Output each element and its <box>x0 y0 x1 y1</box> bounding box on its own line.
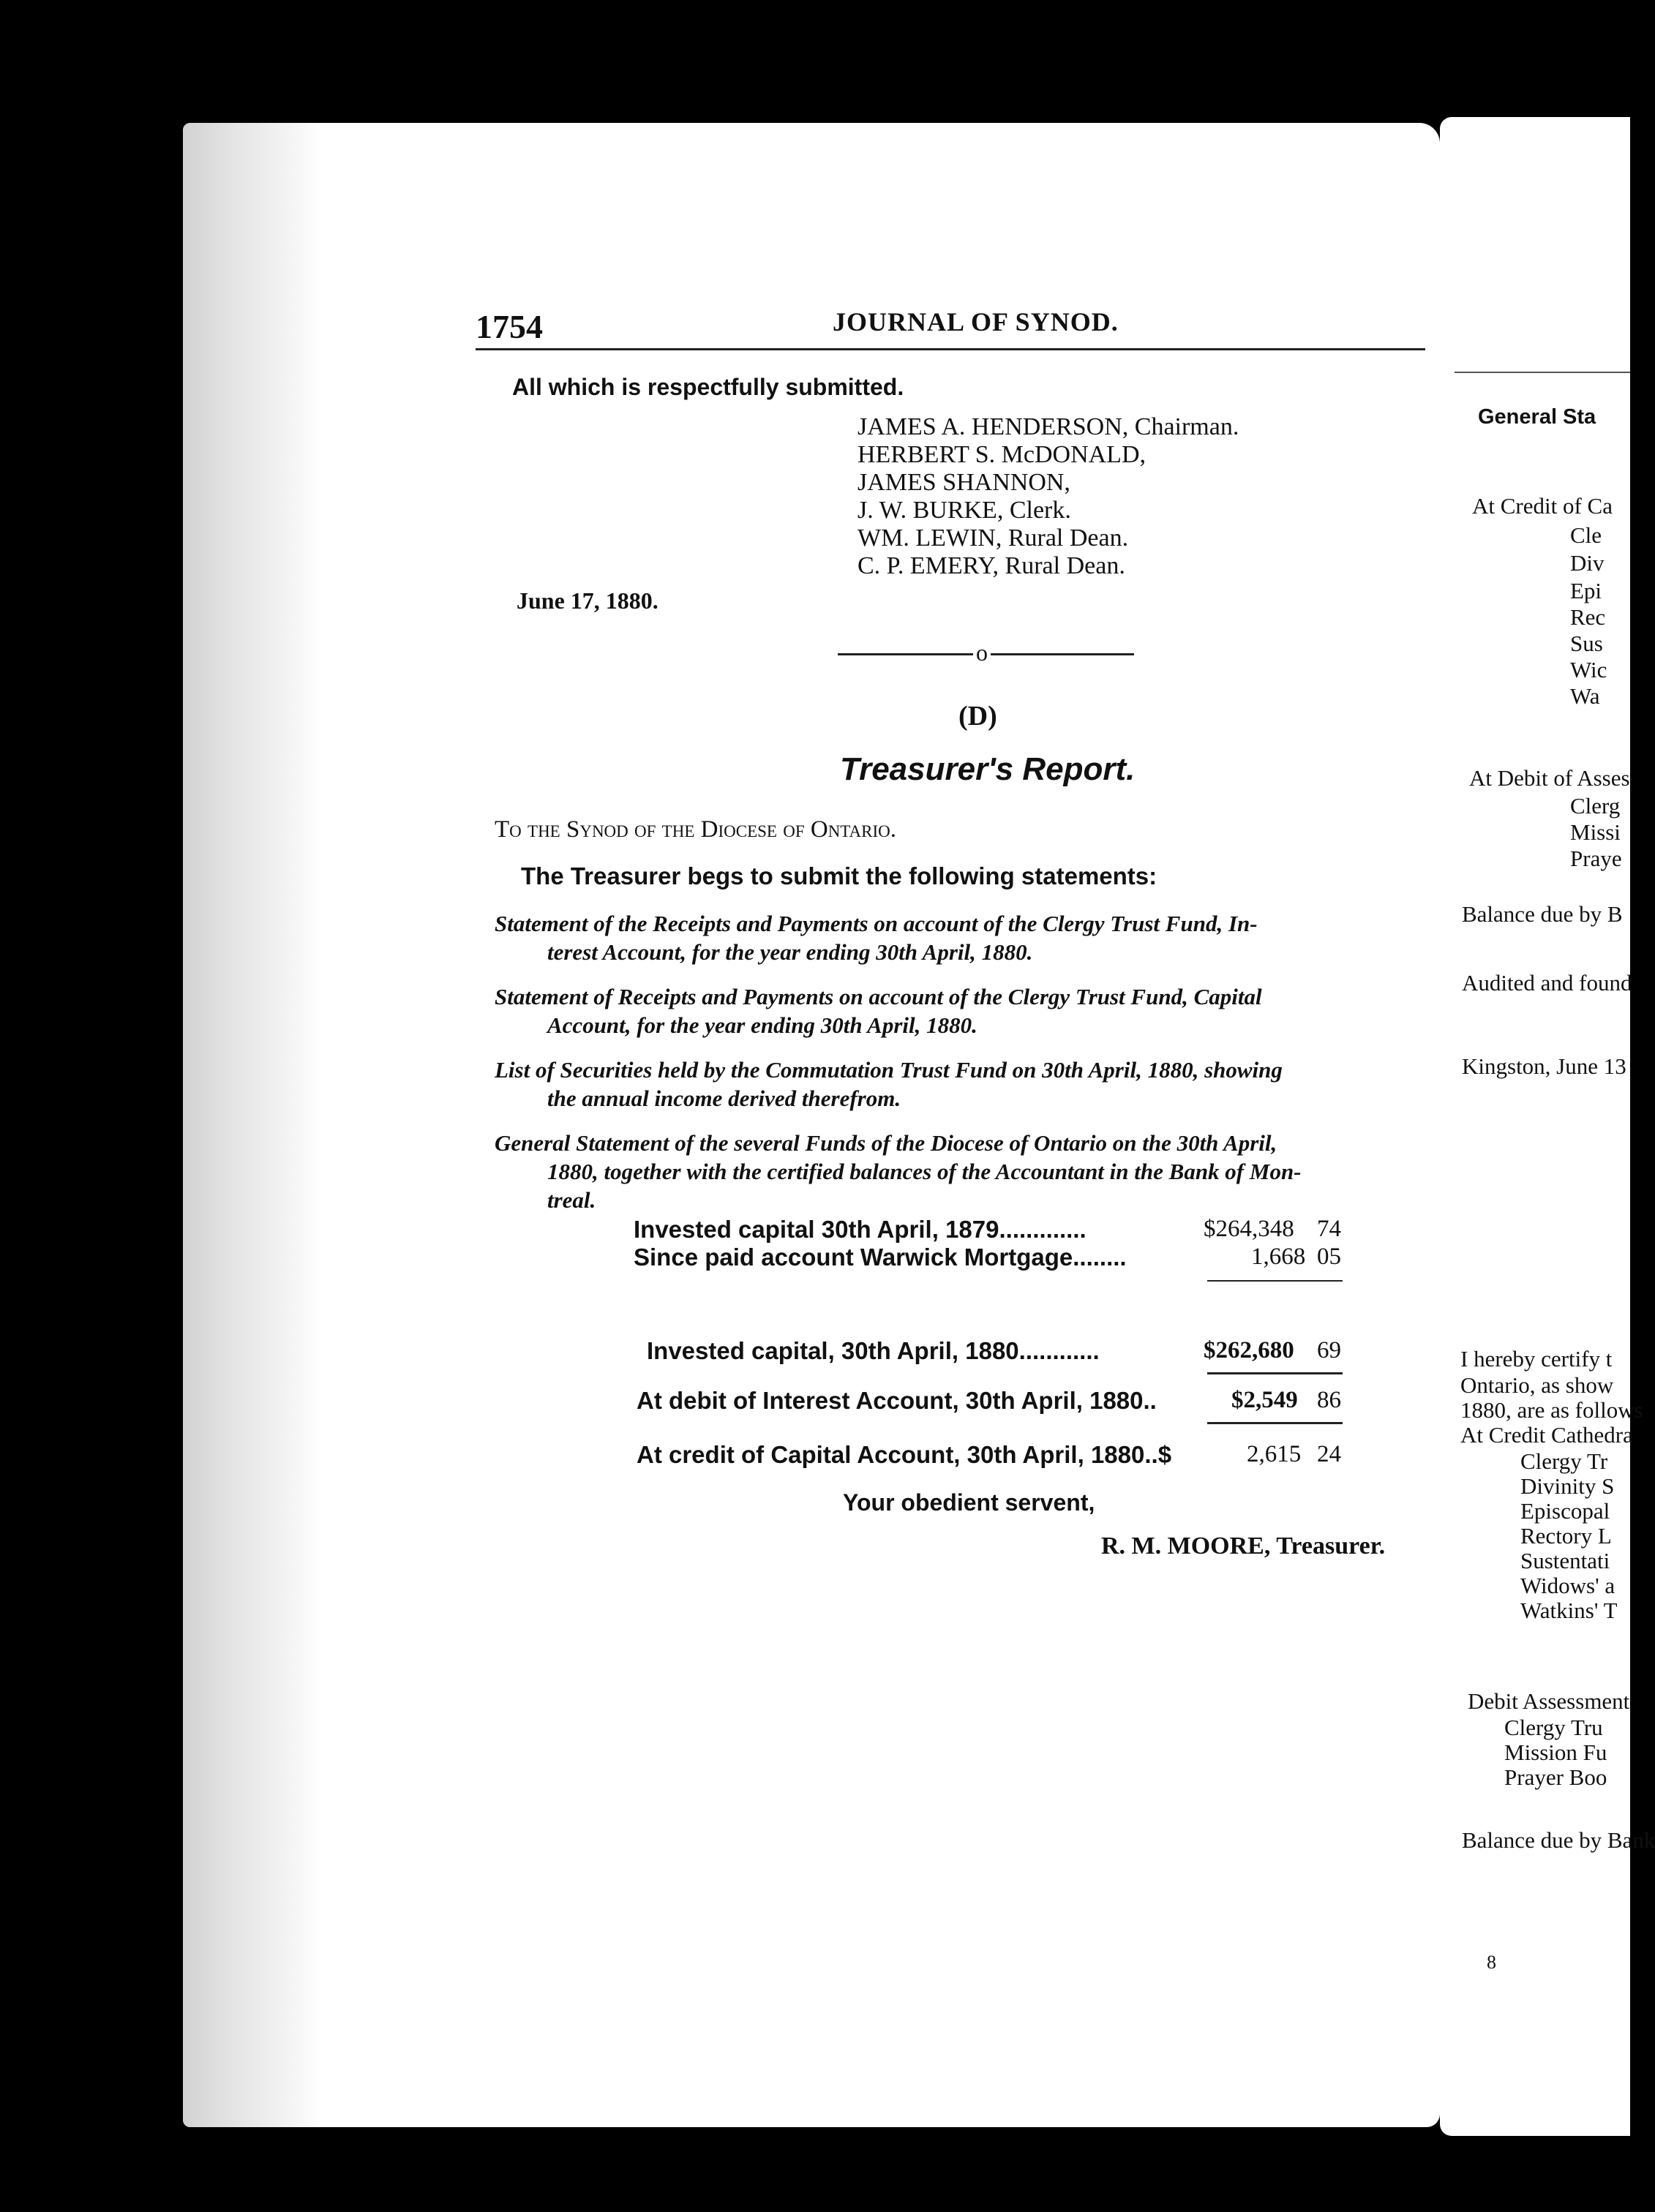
section-title: Treasurer's Report. <box>840 751 1136 787</box>
ledger-cents: 05 <box>1317 1244 1341 1270</box>
right-line: Epi <box>1570 578 1602 603</box>
right-line: Prayer Boo <box>1504 1764 1607 1790</box>
statement-line: List of Securities held by the Commutation Trust Fund on 30th April, 1880, showing <box>495 1057 1283 1083</box>
statement-item <box>495 1132 1431 1211</box>
page-edge-shading <box>183 123 322 2127</box>
statement-line: Statement of Receipts and Payments on account of the Clergy Trust Fund, Capital <box>495 984 1262 1009</box>
total-rule <box>1207 1372 1343 1374</box>
divider-mark: o <box>973 641 991 664</box>
ledger-dollars: $262,680 <box>1204 1337 1294 1363</box>
statement-item <box>495 985 1431 1037</box>
signatory: JAMES SHANNON, <box>857 469 1070 496</box>
statement-line: the annual income derived therefrom. <box>547 1086 901 1111</box>
right-line: Rec <box>1570 604 1606 630</box>
intro-line: The Treasurer begs to submit the following statements: <box>521 862 1157 889</box>
right-line: Ontario, as show <box>1460 1372 1614 1398</box>
right-line: Debit Assessment <box>1468 1688 1630 1714</box>
right-line: Balance due by Bank <box>1462 1827 1655 1853</box>
ledger-label: Invested capital, 30th April, 1880............ <box>647 1337 1100 1364</box>
right-line: Div <box>1570 550 1605 576</box>
right-line: At Debit of Asses <box>1469 765 1630 791</box>
signatory: WM. LEWIN, Rural Dean. <box>857 524 1129 552</box>
statement-line: terest Account, for the year ending 30th April, 1880. <box>547 939 1033 965</box>
right-line: Clerg <box>1570 793 1621 819</box>
report-date: June 17, 1880. <box>517 587 658 614</box>
statement-line: Account, for the year ending 30th April, 1880. <box>547 1012 977 1038</box>
ledger-cents: 86 <box>1317 1387 1341 1413</box>
addressee: To the Synod of the Diocese of Ontario. <box>495 816 896 843</box>
signatory: JAMES A. HENDERSON, Chairman. <box>857 413 1239 440</box>
right-page-number: 8 <box>1487 1952 1496 1973</box>
right-line: Clergy Tru <box>1504 1715 1603 1740</box>
treasurer-signature: R. M. MOORE, Treasurer. <box>1101 1532 1386 1560</box>
page-number: 1754 <box>476 308 543 345</box>
statement-line: treal. <box>547 1187 596 1213</box>
signatory-list <box>857 415 1239 579</box>
right-line: Praye <box>1570 846 1622 871</box>
right-line: Audited and found <box>1462 970 1632 996</box>
ledger-label: At credit of Capital Account, 30th April, 1880..$ <box>637 1441 1172 1468</box>
ledger-cents: 24 <box>1317 1441 1341 1467</box>
ledger-dollars: $264,348 <box>1204 1216 1294 1242</box>
right-line: Clergy Tr <box>1520 1448 1608 1474</box>
right-line: Kingston, June 13 <box>1462 1053 1626 1079</box>
total-rule <box>1207 1422 1343 1424</box>
right-line: Watkins' T <box>1520 1598 1618 1623</box>
right-line: Wic <box>1570 657 1607 682</box>
running-title: JOURNAL OF SYNOD. <box>833 307 1119 336</box>
right-line: Widows' a <box>1520 1573 1615 1598</box>
right-page-content <box>1440 117 1655 2136</box>
right-line: Sus <box>1570 631 1603 656</box>
ledger-label: Invested capital 30th April, 1879............. <box>634 1216 1087 1243</box>
right-line: At Credit of Ca <box>1472 493 1613 519</box>
ledger-cents: 69 <box>1317 1337 1341 1363</box>
ledger-dollars: $2,549 <box>1231 1387 1298 1413</box>
sum-rule <box>1207 1280 1343 1282</box>
statement-line: Statement of the Receipts and Payments on account of the Clergy Trust Fund, In- <box>495 911 1258 936</box>
right-line: At Credit Cathedra <box>1460 1422 1633 1448</box>
ledger-dollars: 2,615 <box>1247 1441 1302 1467</box>
ledger-label: At debit of Interest Account, 30th April, 1880.. <box>637 1387 1157 1414</box>
header-rule <box>476 348 1425 350</box>
signatory: C. P. EMERY, Rural Dean. <box>857 552 1125 579</box>
right-line: Sustentati <box>1520 1548 1610 1573</box>
right-line: Missi <box>1570 819 1621 845</box>
ledger-cents: 74 <box>1317 1216 1341 1242</box>
statement-list <box>495 912 1431 1211</box>
statement-line: General Statement of the several Funds of the Diocese of Ontario on the 30th April, <box>495 1130 1277 1156</box>
right-line: 1880, are as follows <box>1460 1397 1643 1423</box>
right-line: Mission Fu <box>1504 1739 1607 1765</box>
right-line: Divinity S <box>1520 1473 1615 1499</box>
right-line: Wa <box>1570 683 1600 709</box>
statement-item <box>495 912 1431 963</box>
statement-line: 1880, together with the certified balances of the Accountant in the Bank of Mon- <box>547 1159 1302 1184</box>
right-line: Episcopal <box>1520 1498 1610 1524</box>
statement-item <box>495 1058 1431 1110</box>
right-line: Cle <box>1570 522 1602 548</box>
section-letter: (D) <box>958 701 997 731</box>
right-line: Balance due by B <box>1462 901 1623 927</box>
signatory: J. W. BURKE, Clerk. <box>857 497 1071 524</box>
right-line: Rectory L <box>1520 1523 1612 1549</box>
right-header-rule <box>1455 372 1630 373</box>
submission-line: All which is respectfully submitted. <box>512 374 904 400</box>
right-heading: General Sta <box>1478 405 1596 429</box>
ledger-dollars: 1,668 <box>1251 1244 1306 1270</box>
ledger-label: Since paid account Warwick Mortgage........ <box>634 1244 1127 1271</box>
closing-salutation: Your obedient servent, <box>843 1489 1095 1516</box>
signatory: HERBERT S. McDONALD, <box>857 441 1147 468</box>
right-line: I hereby certify t <box>1460 1346 1613 1372</box>
